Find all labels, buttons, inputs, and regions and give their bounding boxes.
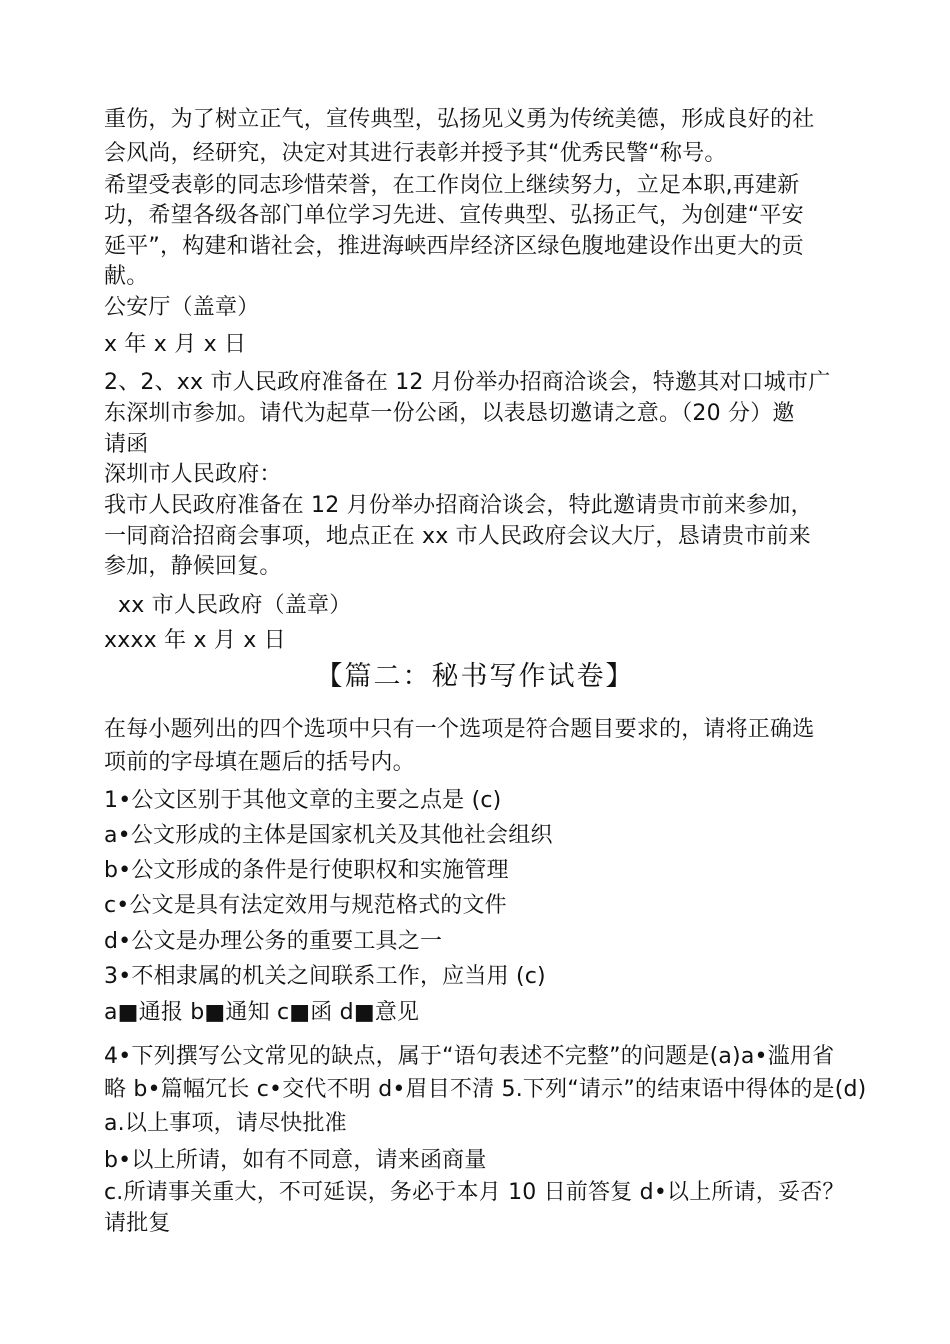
option-line: a.以上事项，请尽快批准 bbox=[104, 1111, 347, 1136]
option-line: b•公文形成的条件是行使职权和实施管理 bbox=[104, 858, 509, 883]
option-line: c.所请事关重大，不可延误，务必于本月 10 日前答复 d•以上所请，妥否？ bbox=[104, 1180, 845, 1205]
text-line: 项前的字母填在题后的括号内。 bbox=[104, 750, 415, 775]
text-line: 一同商洽招商会事项，地点正在 xx 市人民政府会议大厅，恳请贵市前来 bbox=[104, 524, 811, 549]
question-line: 2、2、xx 市人民政府准备在 12 月份举办招商洽谈会，特邀其对口城市广 bbox=[104, 370, 831, 395]
option-line: a■通报 b■通知 c■函 d■意见 bbox=[104, 1000, 420, 1025]
option-line: b•以上所请，如有不同意，请来函商量 bbox=[104, 1148, 487, 1173]
date-line: xxxx 年 x 月 x 日 bbox=[104, 628, 286, 653]
text-line: 献。 bbox=[104, 264, 149, 289]
text-line: 请批复 bbox=[104, 1211, 171, 1236]
text-line: 重伤，为了树立正气，宣传典型，弘扬见义勇为传统美德，形成良好的社 bbox=[104, 107, 815, 132]
option-line: c•公文是具有法定效用与规范格式的文件 bbox=[104, 893, 507, 918]
issuer-line: xx 市人民政府（盖章） bbox=[118, 593, 352, 618]
question-line: 4•下列撰写公文常见的缺点，属于“语句表述不完整”的问题是(a)a•滥用省 bbox=[104, 1044, 835, 1069]
question-line: 1•公文区别于其他文章的主要之点是 (c) bbox=[104, 788, 502, 813]
salutation-line: 深圳市人民政府： bbox=[104, 462, 282, 487]
question-line: 略 b•篇幅冗长 c•交代不明 d•眉目不清 5.下列“请示”的结束语中得体的是(d) bbox=[104, 1077, 867, 1102]
text-line: 延平”，构建和谐社会，推进海峡西岸经济区绿色腹地建设作出更大的贡 bbox=[104, 234, 804, 259]
date-line: x 年 x 月 x 日 bbox=[104, 332, 247, 357]
text-line: 希望受表彰的同志珍惜荣誉，在工作岗位上继续努力，立足本职,再建新 bbox=[104, 173, 800, 198]
option-line: d•公文是办理公务的重要工具之一 bbox=[104, 929, 443, 954]
issuer-line: 公安厅（盖章） bbox=[104, 295, 260, 320]
text-line: 功，希望各级各部门单位学习先进、宣传典型、弘扬正气，为创建“平安 bbox=[104, 203, 804, 228]
section-title: 【篇二：秘书写作试卷】 bbox=[315, 661, 635, 692]
text-line: 在每小题列出的四个选项中只有一个选项是符合题目要求的，请将正确选 bbox=[104, 717, 815, 742]
text-line: 请函 bbox=[104, 432, 149, 457]
text-line: 参加，静候回复。 bbox=[104, 554, 282, 579]
text-line: 会风尚，经研究，决定对其进行表彰并授予其“优秀民警“称号。 bbox=[104, 141, 727, 166]
question-line: 3•不相隶属的机关之间联系工作，应当用 (c) bbox=[104, 964, 546, 989]
question-line: 东深圳市参加。请代为起草一份公函，以表恳切邀请之意。（20 分）邀 bbox=[104, 401, 795, 426]
text-line: 我市人民政府准备在 12 月份举办招商洽谈会，特此邀请贵市前来参加， bbox=[104, 493, 813, 518]
option-line: a•公文形成的主体是国家机关及其他社会组织 bbox=[104, 823, 553, 848]
